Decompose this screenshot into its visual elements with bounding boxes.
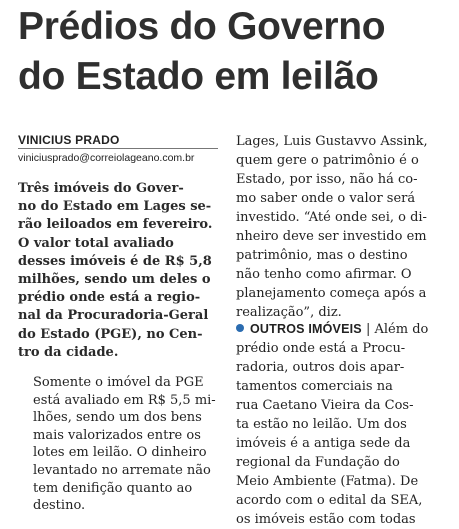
lead-line: no do Estado em Lages se- xyxy=(18,199,212,215)
headline-line-2: do Estado em leilão xyxy=(18,55,379,98)
body-line: patrimônio, mas o destino xyxy=(236,248,408,263)
lead-paragraph xyxy=(18,180,224,362)
lead-line: O valor total avaliado xyxy=(18,235,174,251)
section-line: regional da Fundação do xyxy=(236,455,400,470)
section-line: imóveis é a antiga sede da xyxy=(236,436,411,451)
body-paragraph-left xyxy=(33,374,216,515)
body-line: lhões, sendo um dos bens xyxy=(33,410,202,426)
body-line: Somente o imóvel da PGE xyxy=(33,375,204,390)
lead-line: prédio onde está a regio- xyxy=(18,290,201,306)
section-line: rua Caetano Vieira da Cos- xyxy=(236,398,414,413)
headline xyxy=(18,2,454,102)
section-line: tamentos comerciais na xyxy=(236,379,393,394)
headline-line-1: Prédios do Governo xyxy=(18,5,386,48)
body-line: tem denifição quanto ao xyxy=(33,480,193,496)
lead-line: desses imóveis é de R$ 5,8 xyxy=(18,253,212,269)
body-line: não tenho como afirmar. O xyxy=(236,267,412,282)
section-outros-imoveis xyxy=(236,320,436,529)
body-line: Estado, por isso, não há co- xyxy=(236,172,418,187)
section-line: prédio onde está a Procu- xyxy=(236,341,406,356)
body-line: destino. xyxy=(33,498,86,514)
section-first-line-rest: | Além do xyxy=(365,322,429,337)
body-line: planejamento começa após a xyxy=(236,286,427,301)
body-line: levantado no arremate não xyxy=(33,462,211,478)
section-line: radoria, outros dois apar- xyxy=(236,360,405,375)
lead-line: nal da Procuradoria-Geral xyxy=(18,308,209,324)
body-line: nheiro deve ser investido em xyxy=(236,229,427,244)
lead-line: tro da cidade. xyxy=(18,344,119,360)
section-label: OUTROS IMÓVEIS xyxy=(250,322,362,336)
byline-email[interactable]: viniciusprado@correiolageano.com.br xyxy=(18,152,195,164)
body-line: mo saber onde o valor será xyxy=(236,191,416,206)
body-line: mais valorizados entre os xyxy=(33,427,201,443)
body-paragraph-right xyxy=(236,132,436,322)
byline-author: VINICIUS PRADO xyxy=(18,133,120,147)
body-line: Lages, Luis Gustavvo Assink, xyxy=(236,134,428,149)
body-line: investido. “Até onde sei, o di- xyxy=(236,210,427,225)
lead-line: milhões, sendo um deles o xyxy=(18,272,211,288)
lead-line: Três imóveis do Gover- xyxy=(18,181,184,196)
section-first-line xyxy=(236,320,436,339)
byline-divider xyxy=(18,148,218,149)
body-line: realização”, diz. xyxy=(236,305,342,320)
lead-line: rão leiloados em fevereiro. xyxy=(18,217,213,233)
section-line: acordo com o edital da SEA, xyxy=(236,493,423,508)
lead-line: do Estado (PGE), no Cen- xyxy=(18,326,203,342)
section-line: ta estão no leilão. Um dos xyxy=(236,417,407,432)
section-line: os imóveis estão com todas xyxy=(236,512,416,527)
section-line: Meio Ambiente (Fatma). De xyxy=(236,474,419,489)
body-line: quem gere o patrimônio é o xyxy=(236,153,419,168)
body-line: lotes em leilão. O dinheiro xyxy=(33,445,207,461)
body-line: está avaliado em R$ 5,5 mi- xyxy=(33,392,216,408)
bullet-icon xyxy=(236,324,244,332)
